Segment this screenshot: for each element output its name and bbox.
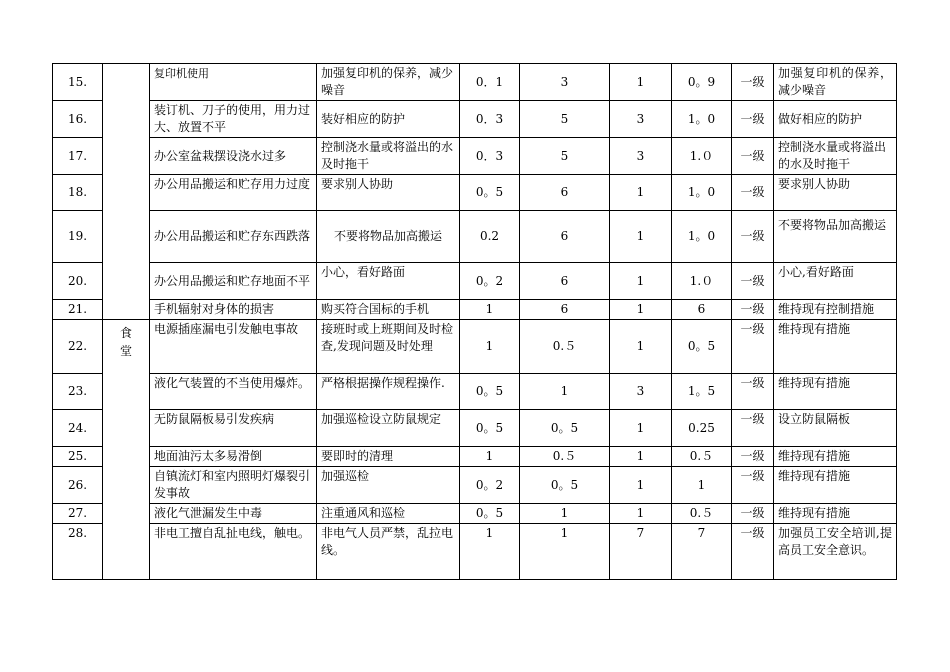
measure-cell: 严格根据操作规程操作. (317, 374, 460, 410)
row-number: 19. (53, 211, 103, 263)
risk-level: 一级 (732, 211, 774, 263)
d-value: 1。5 (672, 374, 732, 410)
row-number: 17. (53, 138, 103, 175)
group-label-canteen: 食堂 (119, 326, 132, 358)
measure-cell: 装好相应的防护 (317, 101, 460, 138)
hazard-cell: 办公用品搬运和贮存地面不平 (150, 263, 317, 300)
risk-level: 一级 (732, 263, 774, 300)
row-number: 24. (53, 410, 103, 447)
d-value: 1。0 (672, 175, 732, 211)
row-number: 21. (53, 300, 103, 320)
l-value: 1 (460, 524, 520, 580)
c-value: 1 (610, 447, 672, 467)
table-row (53, 64, 897, 101)
control-cell: 维持现有措施 (774, 374, 897, 410)
control-cell: 要求别人协助 (774, 175, 897, 211)
l-value: 0。2 (460, 263, 520, 300)
c-value: 3 (610, 374, 672, 410)
table-row (53, 211, 897, 263)
d-value: 1.０ (672, 138, 732, 175)
hazard-cell: 非电工擅自乱扯电线，触电。 (150, 524, 317, 580)
table-row (53, 524, 897, 580)
e-value: 6 (520, 175, 610, 211)
l-value: 0．1 (460, 64, 520, 101)
measure-cell: 要即时的清理 (317, 447, 460, 467)
control-cell: 设立防鼠隔板 (774, 410, 897, 447)
group-cell-office (103, 64, 150, 320)
risk-level: 一级 (732, 504, 774, 524)
e-value: 0。5 (520, 410, 610, 447)
risk-level: 一级 (732, 447, 774, 467)
e-value: 1 (520, 374, 610, 410)
measure-cell: 购买符合国标的手机 (317, 300, 460, 320)
d-value: 1 (672, 467, 732, 504)
row-number: 26. (53, 467, 103, 504)
d-value: 6 (672, 300, 732, 320)
l-value: 1 (460, 447, 520, 467)
measure-cell: 要求别人协助 (317, 175, 460, 211)
e-value: 6 (520, 211, 610, 263)
measure-cell: 不要将物品加高搬运 (317, 211, 460, 263)
row-number: 28. (53, 524, 103, 580)
hazard-cell: 装订机、刀子的使用，用力过大、放置不平 (150, 101, 317, 138)
control-cell: 加强复印机的保养，减少噪音 (774, 64, 897, 101)
risk-level: 一级 (732, 175, 774, 211)
hazard-cell: 地面油污太多易滑倒 (150, 447, 317, 467)
c-value: 7 (610, 524, 672, 580)
hazard-cell: 手机辐射对身体的损害 (150, 300, 317, 320)
risk-level: 一级 (732, 410, 774, 447)
c-value: 3 (610, 138, 672, 175)
hazard-cell: 办公用品搬运和贮存东西跌落 (150, 211, 317, 263)
measure-cell: 加强巡检 (317, 467, 460, 504)
hazard-cell: 办公用品搬运和贮存用力过度 (150, 175, 317, 211)
table-row (53, 410, 897, 447)
e-value: 1 (520, 504, 610, 524)
row-number: 25. (53, 447, 103, 467)
row-number: 20. (53, 263, 103, 300)
risk-level: 一级 (732, 374, 774, 410)
c-value: 1 (610, 263, 672, 300)
table-row (53, 320, 897, 374)
e-value: 0.５ (520, 320, 610, 374)
row-number: 15. (53, 64, 103, 101)
c-value: 1 (610, 175, 672, 211)
table-row (53, 263, 897, 300)
d-value: 1。0 (672, 211, 732, 263)
d-value: 0.５ (672, 504, 732, 524)
c-value: 1 (610, 320, 672, 374)
c-value: 1 (610, 211, 672, 263)
l-value: 1 (460, 320, 520, 374)
table-row (53, 138, 897, 175)
table-row (53, 374, 897, 410)
control-cell: 控制浇水量或将溢出的水及时拖干 (774, 138, 897, 175)
control-cell: 维持现有控制措施 (774, 300, 897, 320)
c-value: 1 (610, 64, 672, 101)
c-value: 1 (610, 300, 672, 320)
table-row (53, 101, 897, 138)
l-value: 0．3 (460, 138, 520, 175)
risk-level: 一级 (732, 300, 774, 320)
hazard-cell: 无防鼠隔板易引发疾病 (150, 410, 317, 447)
measure-cell: 小心，看好路面 (317, 263, 460, 300)
risk-level: 一级 (732, 467, 774, 504)
measure-cell: 加强巡检设立防鼠规定 (317, 410, 460, 447)
control-cell: 维持现有措施 (774, 467, 897, 504)
e-value: 5 (520, 138, 610, 175)
d-value: 7 (672, 524, 732, 580)
control-cell: 维持现有措施 (774, 447, 897, 467)
l-value: 0．3 (460, 101, 520, 138)
d-value: 0.25 (672, 410, 732, 447)
e-value: 0.５ (520, 447, 610, 467)
c-value: 1 (610, 410, 672, 447)
e-value: 6 (520, 300, 610, 320)
hazard-cell: 电源插座漏电引发触电事故 (150, 320, 317, 374)
hazard-cell: 复印机使用 (150, 64, 317, 101)
hazard-cell: 液化气装置的不当使用爆炸。 (150, 374, 317, 410)
hazard-cell: 液化气泄漏发生中毒 (150, 504, 317, 524)
c-value: 1 (610, 504, 672, 524)
l-value: 0。5 (460, 175, 520, 211)
measure-cell: 接班时或上班期间及时检查,发现问题及时处理 (317, 320, 460, 374)
control-cell: 维持现有措施 (774, 320, 897, 374)
d-value: 0.５ (672, 447, 732, 467)
table-row (53, 300, 897, 320)
control-cell: 加强员工安全培训,提高员工安全意识。 (774, 524, 897, 580)
control-cell: 维持现有措施 (774, 504, 897, 524)
l-value: 0。5 (460, 504, 520, 524)
hazard-cell: 自镇流灯和室内照明灯爆裂引发事故 (150, 467, 317, 504)
control-cell: 做好相应的防护 (774, 101, 897, 138)
e-value: 6 (520, 263, 610, 300)
risk-level: 一级 (732, 138, 774, 175)
e-value: 0。5 (520, 467, 610, 504)
measure-cell: 控制浇水量或将溢出的水及时拖干 (317, 138, 460, 175)
l-value: 1 (460, 300, 520, 320)
measure-cell: 注重通风和巡检 (317, 504, 460, 524)
d-value: 0。9 (672, 64, 732, 101)
risk-level: 一级 (732, 524, 774, 580)
c-value: 1 (610, 467, 672, 504)
row-number: 22. (53, 320, 103, 374)
row-number: 16. (53, 101, 103, 138)
l-value: 0。2 (460, 467, 520, 504)
table-row (53, 175, 897, 211)
table-row (53, 504, 897, 524)
control-cell: 不要将物品加高搬运 (774, 211, 897, 263)
e-value: 5 (520, 101, 610, 138)
risk-level: 一级 (732, 64, 774, 101)
row-number: 27. (53, 504, 103, 524)
e-value: 1 (520, 524, 610, 580)
c-value: 3 (610, 101, 672, 138)
row-number: 18. (53, 175, 103, 211)
d-value: 0。5 (672, 320, 732, 374)
e-value: 3 (520, 64, 610, 101)
risk-assessment-table (52, 63, 897, 580)
d-value: 1。0 (672, 101, 732, 138)
table-row (53, 447, 897, 467)
l-value: 0.2 (460, 211, 520, 263)
group-cell-canteen (103, 320, 150, 580)
l-value: 0。5 (460, 410, 520, 447)
measure-cell: 非电气人员严禁，乱拉电线。 (317, 524, 460, 580)
hazard-cell: 办公室盆栽摆设浇水过多 (150, 138, 317, 175)
control-cell: 小心,看好路面 (774, 263, 897, 300)
measure-cell: 加强复印机的保养，减少噪音 (317, 64, 460, 101)
l-value: 0。5 (460, 374, 520, 410)
table-row (53, 467, 897, 504)
d-value: 1.０ (672, 263, 732, 300)
risk-level: 一级 (732, 101, 774, 138)
row-number: 23. (53, 374, 103, 410)
risk-level: 一级 (732, 320, 774, 374)
